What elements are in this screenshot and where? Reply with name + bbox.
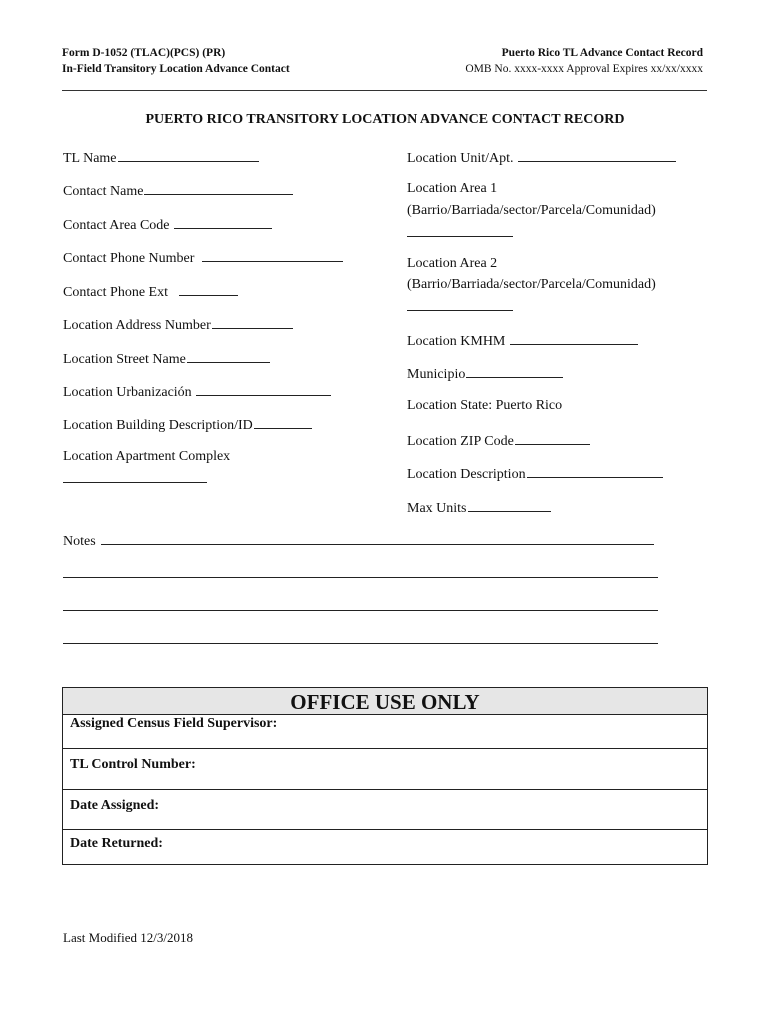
location-urbanizacion-line[interactable] xyxy=(196,381,331,396)
last-modified: Last Modified 12/3/2018 xyxy=(63,930,193,945)
location-building-field[interactable] xyxy=(63,414,312,434)
location-area2-label: Location Area 2 xyxy=(407,256,498,271)
location-unit-label: Location Unit/Apt. xyxy=(407,151,514,166)
location-zip-field[interactable] xyxy=(407,430,590,450)
contact-phone-number-line[interactable] xyxy=(202,247,343,262)
location-unit-line[interactable] xyxy=(518,147,676,162)
contact-phone-number-field[interactable] xyxy=(63,247,343,267)
location-zip-line[interactable] xyxy=(515,430,590,445)
date-assigned-row[interactable] xyxy=(63,790,707,830)
tl-name-label: TL Name xyxy=(63,151,117,166)
max-units-line[interactable] xyxy=(468,497,551,512)
municipio-line[interactable] xyxy=(466,363,563,378)
notes-label: Notes xyxy=(63,534,96,549)
location-area2-line[interactable] xyxy=(407,296,513,311)
location-urbanizacion-label: Location Urbanización xyxy=(63,385,192,400)
contact-name-field[interactable] xyxy=(63,180,293,200)
location-zip-label: Location ZIP Code xyxy=(407,434,514,449)
tl-name-field[interactable] xyxy=(63,147,259,167)
notes-line-1[interactable] xyxy=(101,530,654,545)
location-kmhm-field[interactable] xyxy=(407,330,638,350)
location-kmhm-label: Location KMHM xyxy=(407,334,506,349)
location-area1-sub-label: (Barrio/Barriada/sector/Parcela/Comunidad) xyxy=(407,203,656,218)
location-state-label: Location State: Puerto Rico xyxy=(407,398,563,413)
max-units-label: Max Units xyxy=(407,501,467,516)
municipio-label: Municipio xyxy=(407,367,466,382)
location-kmhm-line[interactable] xyxy=(510,330,638,345)
location-building-line[interactable] xyxy=(254,414,312,429)
date-returned-row[interactable] xyxy=(63,830,707,865)
location-building-label: Location Building Description/ID xyxy=(63,418,253,433)
location-description-line[interactable] xyxy=(527,463,663,478)
location-unit-field[interactable] xyxy=(407,147,676,167)
contact-area-code-line[interactable] xyxy=(174,214,272,229)
location-apartment-complex-label: Location Apartment Complex xyxy=(63,449,231,464)
contact-area-code-label: Contact Area Code xyxy=(63,218,170,233)
location-street-name-line[interactable] xyxy=(187,348,270,363)
supervisor-row[interactable] xyxy=(63,715,707,749)
notes-line-2[interactable] xyxy=(63,577,658,578)
supervisor-label: Assigned Census Field Supervisor: xyxy=(70,716,278,731)
form-id: Form D-1052 (TLAC)(PCS) (PR) xyxy=(62,47,226,59)
contact-phone-number-label: Contact Phone Number xyxy=(63,251,195,266)
contact-phone-ext-line[interactable] xyxy=(179,281,238,296)
location-street-name-label: Location Street Name xyxy=(63,352,186,367)
location-area1-line[interactable] xyxy=(407,222,513,237)
contact-name-label: Contact Name xyxy=(63,184,144,199)
location-address-number-line[interactable] xyxy=(212,314,293,329)
location-description-label: Location Description xyxy=(407,467,526,482)
tl-control-row[interactable] xyxy=(63,749,707,790)
municipio-field[interactable] xyxy=(407,363,563,383)
header-divider xyxy=(62,90,707,91)
contact-phone-ext-label: Contact Phone Ext xyxy=(63,285,168,300)
tl-control-label: TL Control Number: xyxy=(70,757,196,772)
record-title: Puerto Rico TL Advance Contact Record xyxy=(501,47,703,59)
location-area2-sub-label: (Barrio/Barriada/sector/Parcela/Comunidad) xyxy=(407,277,656,292)
notes-field[interactable] xyxy=(63,530,654,550)
location-address-number-field[interactable] xyxy=(63,314,293,334)
notes-line-3[interactable] xyxy=(63,610,658,611)
omb-number: OMB No. xxxx-xxxx Approval Expires xx/xx/xxxx xyxy=(465,63,703,75)
date-returned-label: Date Returned: xyxy=(70,836,163,851)
contact-area-code-field[interactable] xyxy=(63,214,272,234)
notes-line-4[interactable] xyxy=(63,643,658,644)
location-street-name-field[interactable] xyxy=(63,348,270,368)
office-use-heading: OFFICE USE ONLY xyxy=(63,688,707,715)
location-area1-label: Location Area 1 xyxy=(407,181,498,196)
max-units-field[interactable] xyxy=(407,497,551,517)
date-assigned-label: Date Assigned: xyxy=(70,798,160,813)
location-urbanizacion-field[interactable] xyxy=(63,381,331,401)
contact-phone-ext-field[interactable] xyxy=(63,281,238,301)
page-title: PUERTO RICO TRANSITORY LOCATION ADVANCE CONTACT RECORD xyxy=(145,112,625,127)
location-address-number-label: Location Address Number xyxy=(63,318,211,333)
tl-name-line[interactable] xyxy=(118,147,259,162)
contact-name-line[interactable] xyxy=(144,180,293,195)
form-subtitle: In-Field Transitory Location Advance Contact xyxy=(62,63,290,75)
office-use-table xyxy=(62,687,708,865)
location-apartment-complex-line[interactable] xyxy=(63,468,207,483)
location-description-field[interactable] xyxy=(407,463,663,483)
